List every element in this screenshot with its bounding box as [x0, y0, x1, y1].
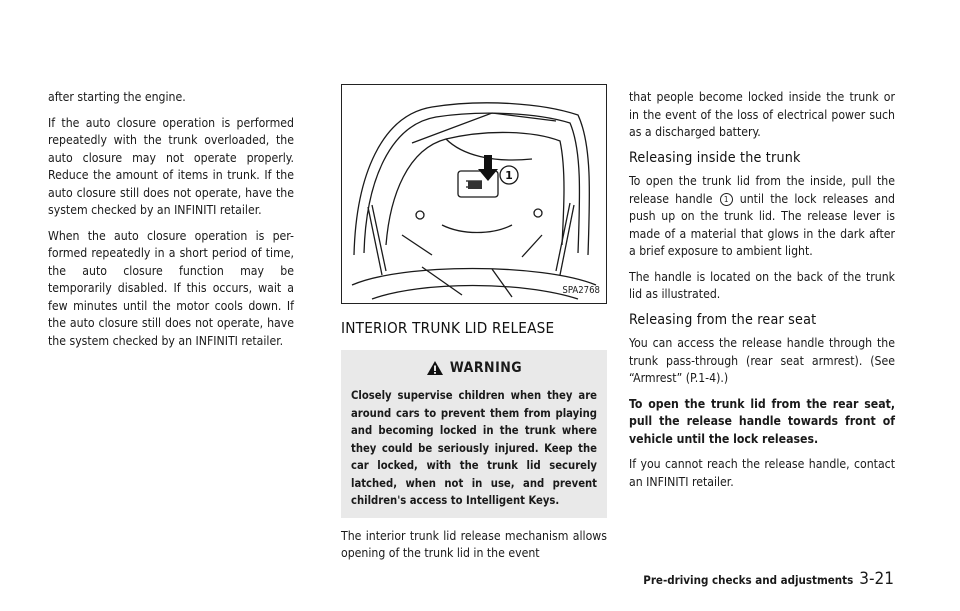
subheading-inside-trunk: Releasing inside the trunk — [629, 149, 801, 166]
paragraph: When the auto closure operation is per-formed repeatedly in a short period of time, the auto closure function may be temporarily disabled. If this occurs, wait a few minutes until the motor cools down. If the auto closure still does not operate, have the system checked by an INFINITI retailer. — [48, 228, 294, 348]
trunk-lid-figure — [341, 84, 607, 304]
right-column — [629, 89, 895, 499]
paragraph: The interior trunk lid release mechanism allows opening of the trunk lid in the event — [341, 528, 607, 560]
figure-callout: 1 — [505, 169, 513, 182]
left-column — [48, 89, 294, 358]
subheading-rear-seat: Releasing from the rear seat — [629, 311, 817, 328]
paragraph: The handle is located on the back of the trunk lid as illustrated. — [629, 269, 895, 301]
warning-box — [341, 350, 607, 518]
footer-section: Pre-driving checks and adjustments — [643, 573, 854, 587]
section-title: INTERIOR TRUNK LID RELEASE — [341, 319, 555, 337]
trunk-lid-illustration — [342, 85, 606, 303]
figure-caption: SPA2768 — [562, 284, 600, 296]
page-number: 3-21 — [859, 569, 894, 589]
paragraph-text: To open the trunk lid from the inside, pull the release handle — [629, 174, 895, 206]
paragraph-bold: To open the trunk lid from the rear seat, pull the release handle towards front of vehicle until the lock releases. — [629, 396, 895, 446]
paragraph: that people become locked inside the trunk or in the event of the loss of electrical power such as a discharged battery. — [629, 90, 895, 139]
paragraph: after starting the engine. — [48, 90, 186, 104]
paragraph: If the auto closure operation is performed repeatedly with the trunk overloaded, the auto closure may not operate properly. Reduce the amount of items in trunk. If the auto closure still does not operate, have the system checked by an INFINITI retailer. — [48, 115, 294, 217]
middle-column — [341, 84, 607, 571]
warning-text: Closely supervise children when they are around cars to prevent them from playing and becoming locked in the trunk where they could be seriously injured. Keep the car locked, with the trunk lid securely latched, when not in use, and prevent children's access to Intelligent Keys. — [351, 389, 597, 507]
paragraph — [629, 173, 895, 261]
callout-number: 1 — [720, 193, 733, 206]
warning-triangle-icon — [426, 360, 444, 376]
warning-title: WARNING — [449, 359, 523, 376]
paragraph: You can access the release handle through the trunk pass-through (rear seat armrest). (See “Armrest” (P.1-4).) — [629, 336, 895, 385]
paragraph: If you cannot reach the release handle, contact an INFINITI retailer. — [629, 457, 895, 489]
page-footer — [643, 569, 894, 589]
paragraph-text: until the lock releases and push up on the trunk lid. The release lever is made of a material that glows in the dark after a brief exposure to ambient light. — [629, 191, 896, 258]
